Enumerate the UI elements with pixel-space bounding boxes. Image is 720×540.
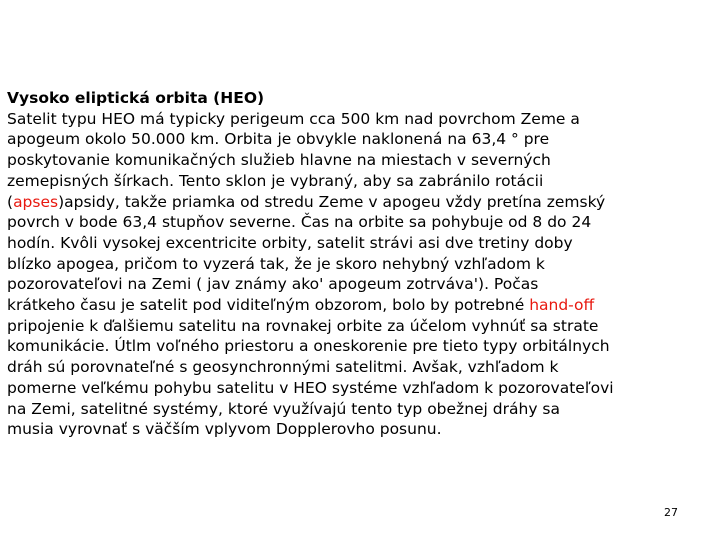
text-segment: na Zemi, satelitné systémy, ktoré využívajú tento typ obežnej dráhy sa	[7, 399, 560, 418]
text-line	[7, 233, 713, 254]
text-segment: musia vyrovnať s väčším vplyvom Dopplerovho posunu.	[7, 420, 442, 439]
text-line	[7, 357, 713, 378]
text-line	[7, 295, 713, 316]
highlighted-term: apses	[13, 192, 59, 211]
text-line	[7, 316, 713, 337]
text-line	[7, 378, 713, 399]
text-line	[7, 274, 713, 295]
text-line	[7, 212, 713, 233]
text-segment: pozorovateľovi na Zemi ( jav známy ako' apogeum zotrváva'). Počas	[7, 275, 539, 294]
text-line	[7, 192, 713, 213]
text-segment: pomerne veľkému pohybu satelitu v HEO systéme vzhľadom k pozorovateľovi	[7, 378, 614, 397]
text-line	[7, 109, 713, 130]
slide-body	[7, 88, 713, 440]
text-segment: povrch v bode 63,4 stupňov severne. Čas na orbite sa pohybuje od 8 do 24	[7, 213, 592, 232]
body-text	[7, 109, 713, 440]
text-segment: dráh sú porovnateľné s geosynchronnými satelitmi. Avšak, vzhľadom k	[7, 358, 559, 377]
highlighted-term: hand-off	[529, 296, 595, 315]
text-segment: )apsidy, takže priamka od stredu Zeme v apogeu vždy pretína zemský	[58, 192, 606, 211]
text-segment: (	[7, 192, 14, 211]
text-segment: zemepisných šírkach. Tento sklon je vybraný, aby sa zabránilo rotácii	[7, 171, 544, 190]
text-line	[7, 150, 713, 171]
text-segment: blízko apogea, pričom to vyzerá tak, že je skoro nehybný vzhľadom k	[7, 254, 545, 273]
text-line	[7, 254, 713, 275]
text-segment: poskytovanie komunikačných služieb hlavne na miestach v severných	[7, 151, 551, 170]
text-line	[7, 171, 713, 192]
text-segment: krátkeho času je satelit pod viditeľným obzorom, bolo by potrebné	[7, 296, 530, 315]
text-segment: Satelit typu HEO má typicky perigeum cca 500 km nad povrchom Zeme a	[7, 109, 580, 128]
text-line	[7, 399, 713, 420]
text-line	[7, 336, 713, 357]
text-segment: komunikácie. Útlm voľného priestoru a oneskorenie pre tieto typy orbitálnych	[7, 337, 610, 356]
text-line	[7, 419, 713, 440]
text-segment: pripojenie k ďalšiemu satelitu na rovnakej orbite za účelom vyhnúť sa strate	[7, 316, 599, 335]
page-number: 27	[664, 506, 678, 519]
text-line	[7, 129, 713, 150]
slide-title: Vysoko eliptická orbita (HEO)	[7, 89, 265, 107]
text-segment: apogeum okolo 50.000 km. Orbita je obvykle naklonená na 63,4 ° pre	[7, 130, 550, 149]
text-segment: hodín. Kvôli vysokej excentricite orbity, satelit strávi asi dve tretiny doby	[7, 233, 573, 252]
